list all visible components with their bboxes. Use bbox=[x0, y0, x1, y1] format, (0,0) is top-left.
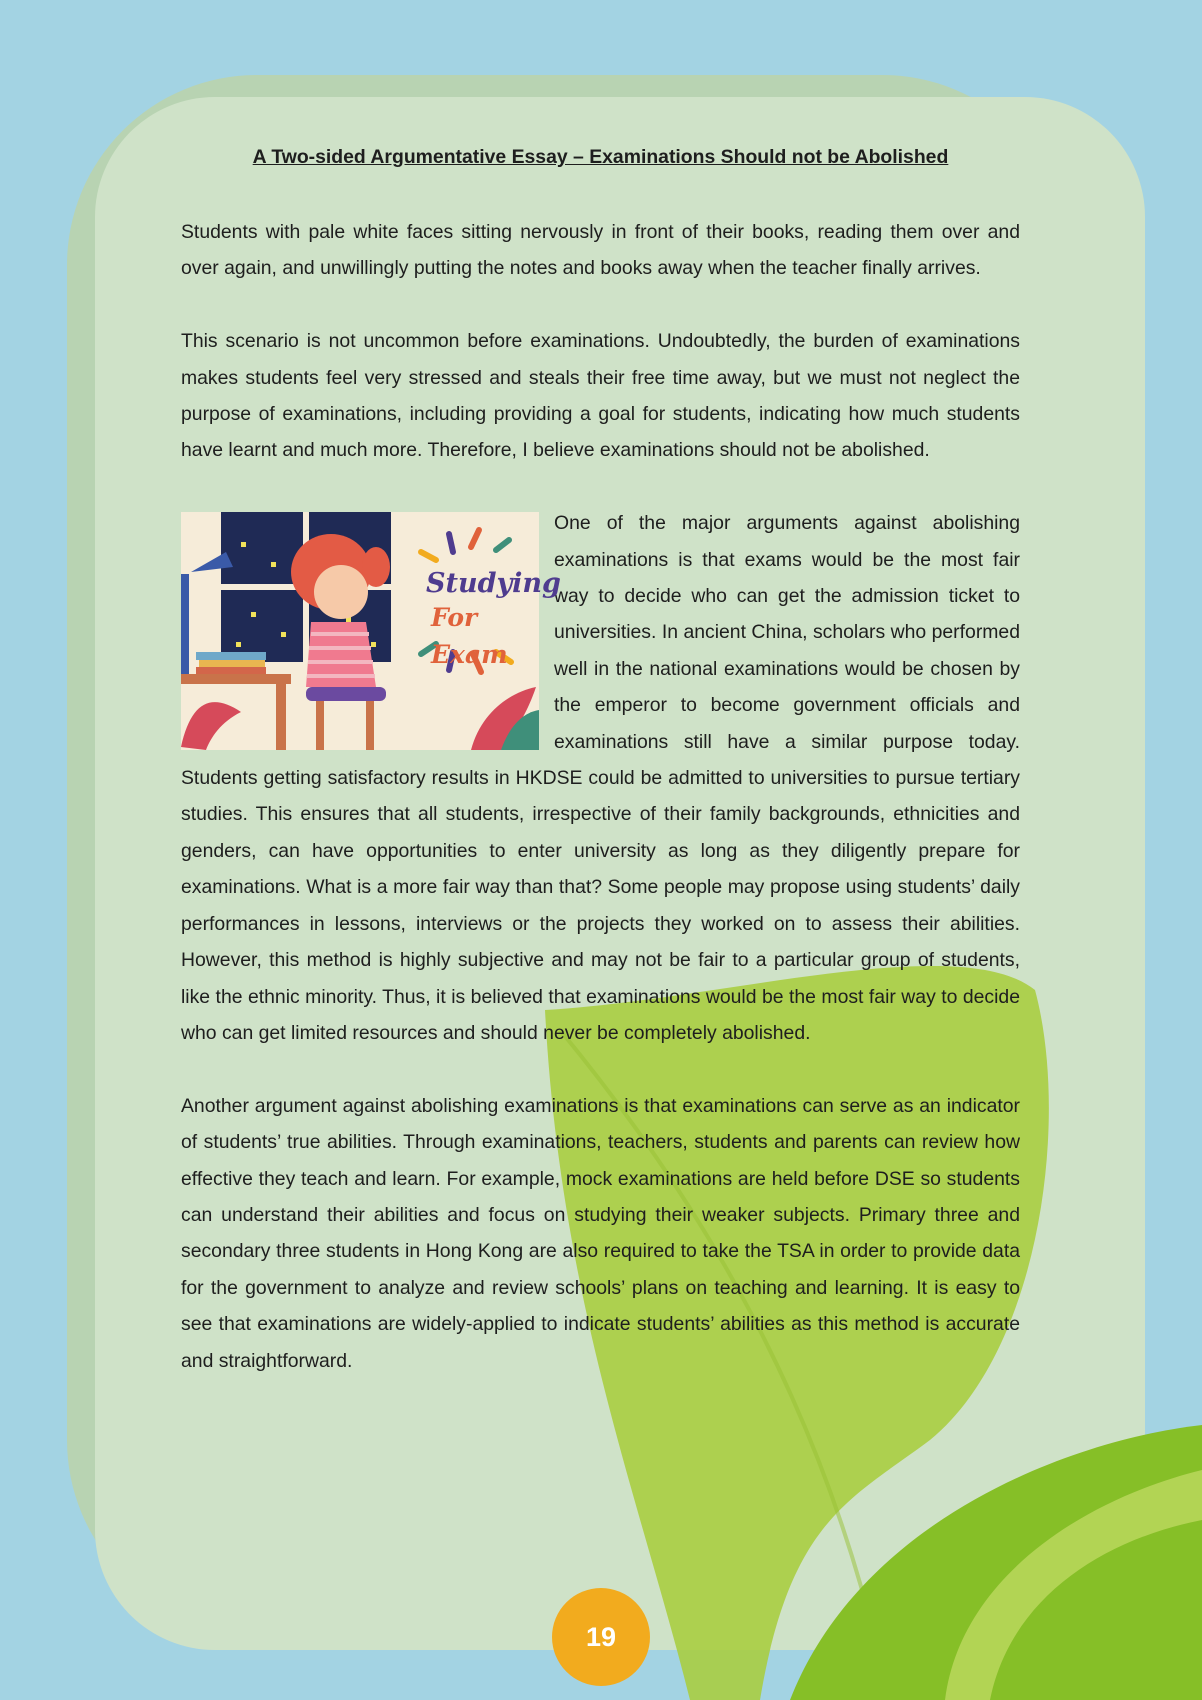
essay-title: A Two-sided Argumentative Essay – Examinations Should not be Abolished bbox=[252, 146, 949, 168]
illustration-text-for-exam: For Exam bbox=[431, 603, 508, 669]
stool bbox=[306, 687, 386, 701]
essay-body bbox=[181, 136, 1020, 1415]
page-number-badge: 19 bbox=[552, 1588, 650, 1686]
books bbox=[196, 652, 266, 660]
paragraph-intro: Students with pale white faces sitting nervously in front of their books, reading them over and over again, and unwillingly putting the notes and books away when the teacher finally arrives. bbox=[181, 221, 1020, 280]
illustration-text-studying: Studying bbox=[426, 568, 561, 600]
paragraph-argument-fairness: One of the major arguments against abolishing examinations is that exams would be the most fair way to decide who can get the admission ticket to universities. In ancient China, scholars who performed well in the national examinations would be chosen by the emperor to become government officials and examinations still have a similar purpose today. Students getting satisfactory results in HKDSE could be admitted to universities to pursue tertiary studies. This ensures that all students, irrespective of their family backgrounds, ethnicities and genders, can have opportunities to enter university as long as they diligently prepare for examinations. What is a more fair way than that? Some people may propose using students’ daily performances in lessons, interviews or the projects they worked on to assess their abilities. However, this method is highly subjective and may not be fair to a particular group of students, like the ethnic minority. Thus, it is believed that examinations would be the most fair way to decide who can get limited resources and should never be completely abolished. bbox=[181, 512, 1020, 1044]
studying-for-exam-illustration bbox=[181, 512, 561, 750]
desk bbox=[181, 674, 291, 684]
paragraph-argument-indicator: Another argument against abolishing examinations is that examinations can serve as an indicator of students’ true abilities. Through examinations, teachers, students and parents can review how effective they teach and learn. For example, mock examinations are held before DSE so students can understand their abilities and focus on studying their weaker subjects. Primary three and secondary three students in Hong Kong are also required to take the TSA in order to provide data for the government to analyze and review schools’ plans on teaching and learning. It is easy to see that examinations are widely-applied to indicate students’ abilities as this method is accurate and straightforward. bbox=[181, 1094, 1020, 1372]
paragraph-thesis: This scenario is not uncommon before examinations. Undoubtedly, the burden of examinations makes students feel very stressed and steals their free time away, but we must not neglect the purpose of examinations, including providing a goal for students, indicating how much students have learnt and much more. Therefore, I believe examinations should not be abolished. bbox=[181, 330, 1020, 462]
girl-face bbox=[314, 565, 368, 619]
